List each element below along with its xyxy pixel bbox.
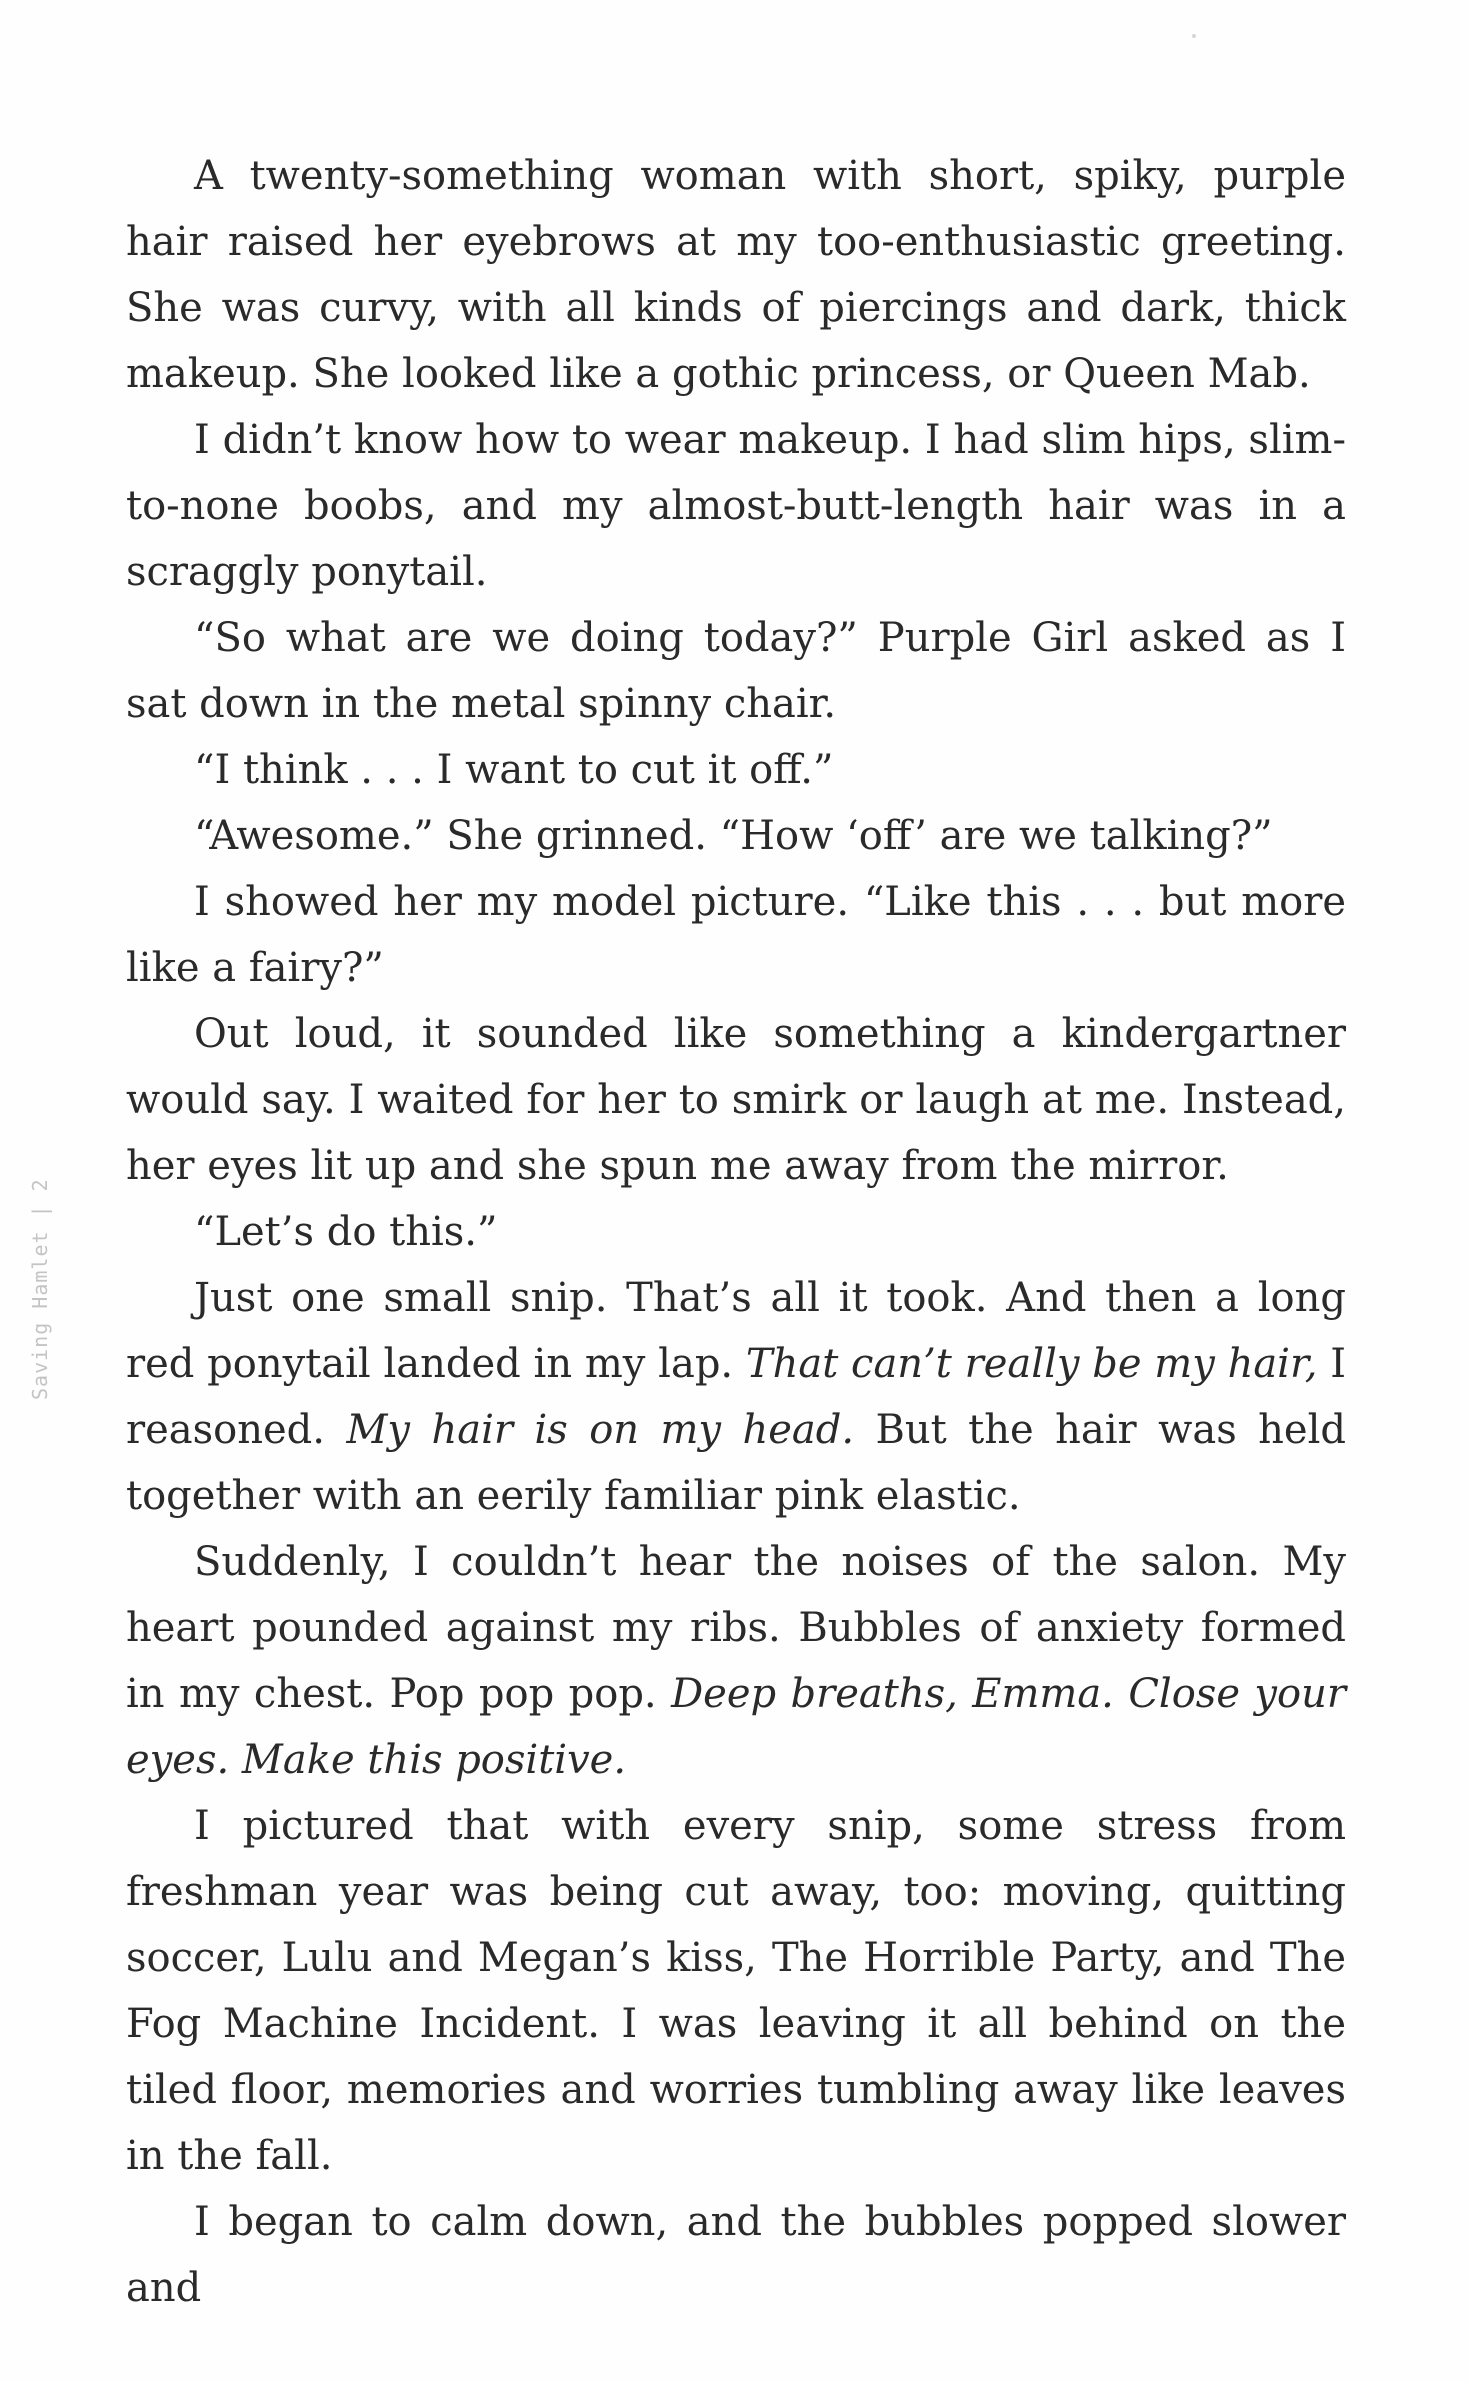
paragraph-6: I showed her my model picture. “Like this . . . but more like a fairy?” [126,879,1346,991]
paragraph-5: “Awesome.” She grinned. “How ‘off’ are we talking?” [194,813,1273,859]
scan-speck [1192,34,1196,38]
paragraph-2: I didn’t know how to wear makeup. I had slim hips, slim-to-none boobs, and my almost-butt-length hair was in a scraggly ponytail. [126,417,1346,595]
paragraph-4: “I think . . . I want to cut it off.” [194,747,834,793]
paragraph-9-text-c: I reasoned. [126,1341,1346,1453]
paragraph-10-italic-b: Deep breaths, Emma. Close your eyes. Make this positive. [126,1671,1346,1783]
paragraph-9 [126,1265,1346,1529]
paragraph-7: Out loud, it sounded like something a kindergartner would say. I waited for her to smirk or laugh at me. Instead, her eyes lit up and she spun me away from the mirror. [126,1011,1346,1189]
paragraph-3: “So what are we doing today?” Purple Girl asked as I sat down in the metal spinny chair. [126,615,1346,727]
paragraph-9-italic-d: My hair is on my head. [346,1407,855,1453]
body-text [126,143,1346,2321]
paragraph-8: “Let’s do this.” [194,1209,498,1255]
paragraph-1: A twenty-something woman with short, spiky, purple hair raised her eyebrows at my too-enthusiastic greeting. She was curvy, with all kinds of piercings and dark, thick makeup. She looked like a gothic princess, or Queen Mab. [126,153,1346,397]
paragraph-12: I began to calm down, and the bubbles popped slower and [126,2199,1346,2311]
paragraph-9-text-e: But the hair was held together with an eerily familiar pink elastic. [126,1407,1347,1519]
paragraph-10 [126,1529,1346,1793]
paragraph-11: I pictured that with every snip, some stress from freshman year was being cut away, too: moving, quitting soccer, Lulu and Megan’s kiss, The Horrible Party, and The Fog Machine Incident. I was leaving it all behind on the tiled floor, memories and worries tumbling away like leaves in the fall. [126,1803,1346,2179]
paragraph-10-text-a: Suddenly, I couldn’t hear the noises of the salon. My heart pounded against my ribs. Bubbles of anxiety formed in my chest. Pop pop pop. [126,1539,1346,1717]
paragraph-9-italic-b: That can’t really be my hair, [745,1341,1318,1387]
running-head [6,1040,52,1400]
running-head-text: Saving Hamlet | 2 [28,1178,52,1400]
paragraph-9-text-a: Just one small snip. That’s all it took. And then a long red ponytail landed in my lap. [126,1275,1346,1387]
